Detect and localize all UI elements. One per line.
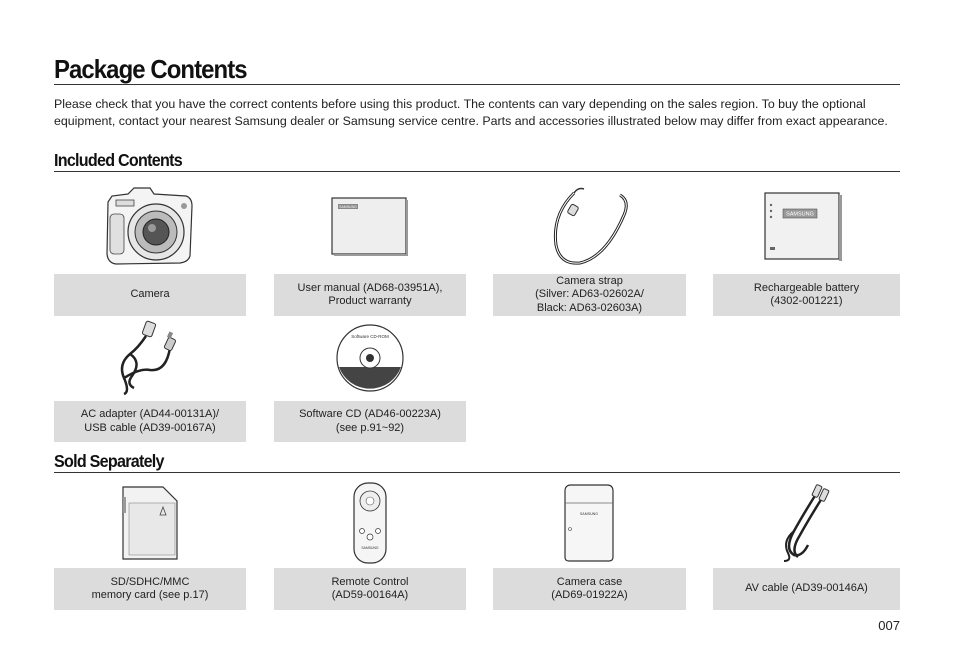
camera-strap-image xyxy=(493,183,685,271)
label-line: Camera strap xyxy=(556,274,623,287)
battery-brand-text: SAMSUNG xyxy=(786,211,814,218)
ac-adapter-icon xyxy=(110,318,190,398)
item-label-camera xyxy=(54,274,246,316)
cd-label-text: Software CD-ROM xyxy=(351,334,389,339)
manual-brand-text: SAMSUNG xyxy=(339,205,357,209)
item-label-user-manual xyxy=(274,274,466,316)
label-line: (AD69-01922A) xyxy=(551,589,628,601)
label-line: memory card (see p.17) xyxy=(91,589,209,601)
item-label-battery xyxy=(713,274,900,316)
label-line: (AD59-00164A) xyxy=(331,589,409,601)
label-line: AC adapter (AD44-00131A)/ xyxy=(80,408,220,420)
section-title-included: Included Contents xyxy=(54,150,182,170)
item-label-ac-adapter xyxy=(54,401,246,442)
memory-card-icon xyxy=(121,483,179,563)
user-manual-image xyxy=(274,183,466,271)
remote-brand-text: SAMSUNG xyxy=(361,546,379,550)
intro-text: Please check that you have the correct contents before using this product. The contents can vary depending on the sales region. To buy the optional equipment, contact your nearest Samsung dealer or Samsung service centre. Parts and accessories illustrated below may differ from exact appearance. xyxy=(54,97,888,128)
label-line: (Silver: AD63-02602A/ xyxy=(535,288,644,301)
case-brand-text: SAMSUNG xyxy=(579,512,599,516)
camera-case-icon xyxy=(561,483,617,563)
label-line: (4302-001221) xyxy=(770,295,843,307)
label-line: Rechargeable battery xyxy=(753,281,860,294)
label-line: AV cable (AD39-00146A) xyxy=(745,582,868,595)
software-cd-image xyxy=(274,316,466,400)
page-title: Package Contents xyxy=(54,54,247,84)
label-line: Camera case xyxy=(556,575,623,588)
label-line: USB cable (AD39-00167A) xyxy=(84,421,216,434)
memory-card-image xyxy=(54,480,246,566)
av-cable-icon xyxy=(774,483,834,563)
label-line: User manual (AD68-03951A), xyxy=(297,281,443,294)
item-label-software-cd xyxy=(274,401,466,442)
label-line: Remote Control xyxy=(331,575,409,588)
item-label-remote-control xyxy=(274,568,466,610)
item-label-memory-card xyxy=(54,568,246,610)
av-cable-image xyxy=(708,480,900,566)
remote-control-image xyxy=(274,480,466,566)
title-divider xyxy=(54,84,900,85)
user-manual-icon xyxy=(330,196,410,258)
label-line: Camera xyxy=(130,288,170,301)
remote-control-icon xyxy=(350,481,390,565)
camera-strap-icon xyxy=(544,185,634,269)
software-cd-icon xyxy=(335,323,405,393)
camera-icon xyxy=(102,184,198,270)
label-line: Software CD (AD46-00223A) xyxy=(299,408,441,420)
battery-icon xyxy=(763,191,845,263)
label-line: Product warranty xyxy=(328,295,412,307)
camera-case-image xyxy=(493,480,685,566)
separate-divider xyxy=(54,472,900,473)
ac-adapter-image xyxy=(54,316,246,400)
label-line: (see p.91~92) xyxy=(335,421,405,434)
item-label-camera-strap xyxy=(493,274,686,316)
page-number: 007 xyxy=(878,618,900,633)
camera-image xyxy=(54,183,246,271)
battery-image xyxy=(708,183,900,271)
label-line: SD/SDHC/MMC xyxy=(110,575,190,588)
item-label-camera-case xyxy=(493,568,686,610)
item-label-av-cable xyxy=(713,568,900,610)
section-title-separate: Sold Separately xyxy=(54,451,164,471)
label-line: Black: AD63-02603A) xyxy=(536,301,643,314)
included-divider xyxy=(54,171,900,172)
